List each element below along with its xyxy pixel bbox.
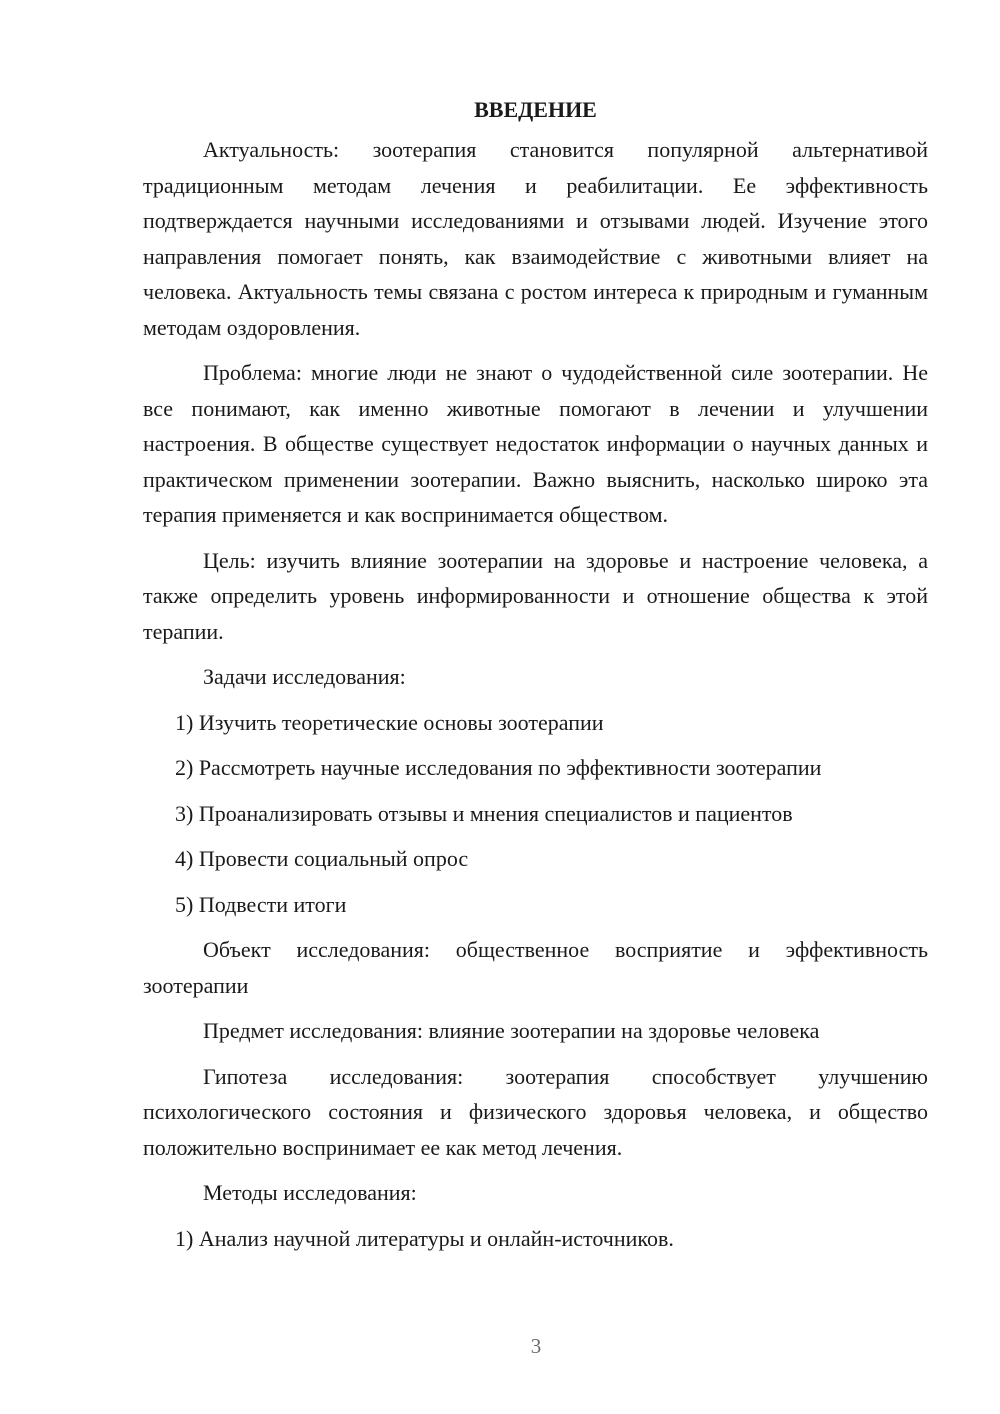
method-item: 1) Анализ научной литературы и онлайн-источников.	[175, 1225, 674, 1251]
task-item: 5) Подвести итоги	[175, 891, 347, 917]
goal-paragraph: Цель: изучить влияние зоотерапии на здоровье и настроение человека, а также определить уровень информированности и отношение общества к этой терапии.	[143, 547, 928, 644]
task-item: 1) Изучить теоретические основы зоотерапии	[175, 709, 604, 735]
object-paragraph: Объект исследования: общественное восприятие и эффективность зоотерапии	[143, 937, 928, 998]
methods-heading: Методы исследования:	[203, 1180, 417, 1205]
subject-paragraph: Предмет исследования: влияние зоотерапии на здоровье человека	[203, 1018, 820, 1043]
hypothesis-paragraph: Гипотеза исследования: зоотерапия способствует улучшению психологического состояния и физического здоровья человека, и общество положительно воспринимает ее как метод лечения.	[143, 1063, 928, 1160]
relevance-paragraph: Актуальность: зоотерапия становится популярной альтернативой традиционным методам лечения и реабилитации. Ее эффективность подтверждается научными исследованиями и отзывами людей. Изучение этого направления помогает понять, как взаимодействие с животными влияет на человека. Актуальность темы связана с ростом интереса к природным и гуманным методам оздоровления.	[143, 137, 928, 340]
tasks-heading: Задачи исследования:	[203, 664, 406, 689]
tasks-list	[143, 705, 928, 923]
problem-paragraph: Проблема: многие люди не знают о чудодейственной силе зоотерапии. Не все понимают, как именно животные помогают в лечении и улучшении настроения. В обществе существует недостаток информации о научных данных и практическом применении зоотерапии. Важно выяснить, насколько широко эта терапия применяется и как воспринимается обществом.	[143, 360, 928, 527]
task-item: 2) Рассмотреть научные исследования по эффективности зоотерапии	[175, 755, 822, 780]
page-title: ВВЕДЕНИЕ	[474, 97, 597, 122]
methods-list	[143, 1221, 928, 1257]
task-item: 4) Провести социальный опрос	[175, 846, 469, 871]
document-body	[143, 92, 928, 1266]
task-item: 3) Проанализировать отзывы и мнения специалистов и пациентов	[175, 800, 793, 826]
page-number: 3	[530, 1334, 542, 1358]
